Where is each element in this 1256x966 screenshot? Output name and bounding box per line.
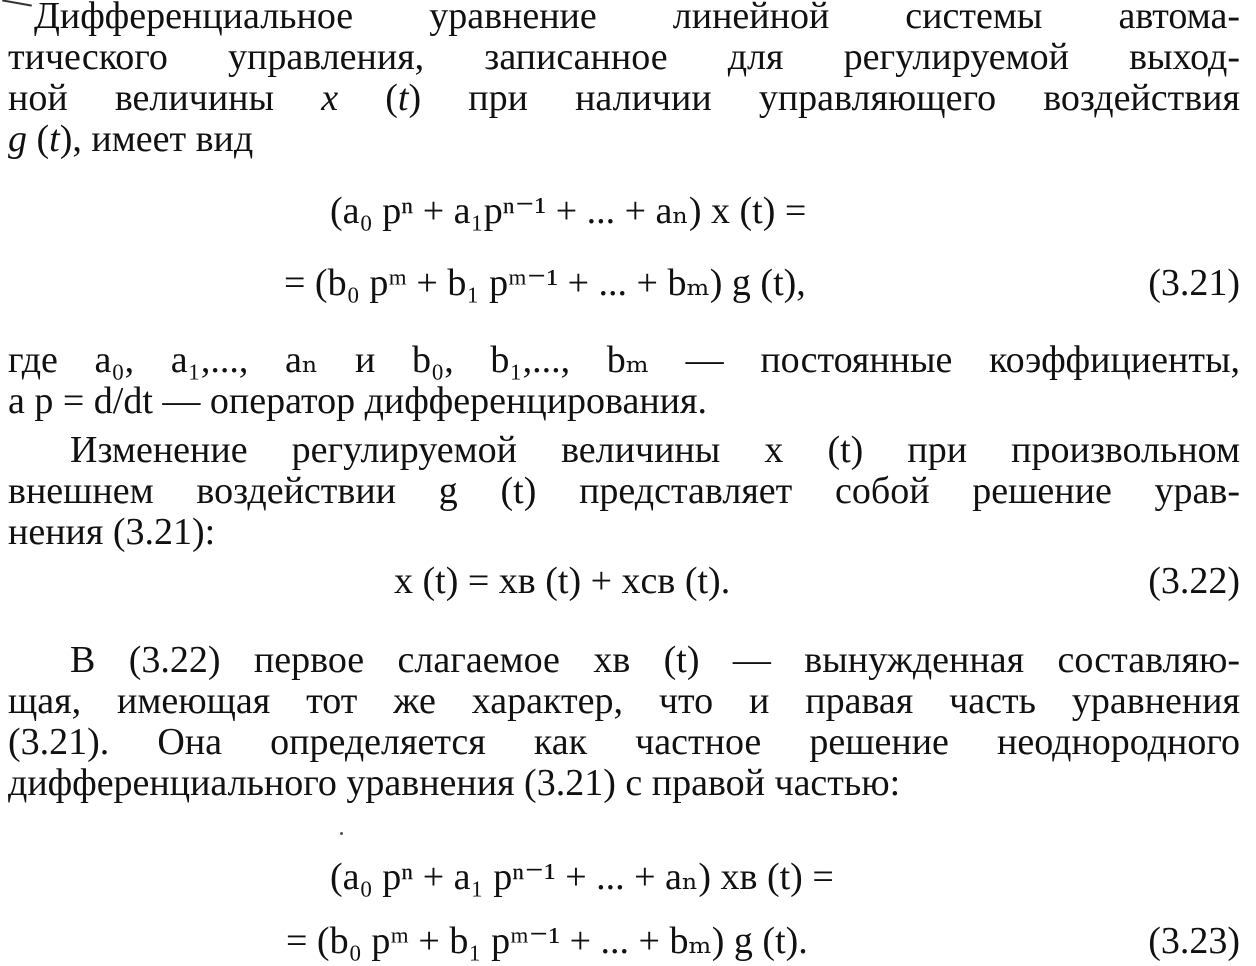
- text-line: g (t), имеет вид: [8, 118, 254, 160]
- text-line: Дифференциальное уравнение линейной системы автома-: [34, 0, 1240, 37]
- equation-number-3-23: (3.23): [1148, 920, 1240, 962]
- scan-speck: [340, 832, 343, 835]
- text-line: нения (3.21):: [8, 511, 216, 553]
- text-line: а p = d/dt — оператор дифференцирования.: [8, 380, 707, 422]
- text-line: ной величины x (t) при наличии управляющего воздействия: [8, 77, 1241, 119]
- equation-3-23-line1: (a₀ pⁿ + a₁ pⁿ⁻¹ + ... + aₙ) xв (t) =: [330, 856, 834, 898]
- text-line: Изменение регулируемой величины x (t) при произвольном: [70, 429, 1240, 471]
- equation-3-23-line2: = (b₀ pᵐ + b₁ pᵐ⁻¹ + ... + bₘ) g (t).: [286, 920, 808, 962]
- equation-number-3-22: (3.22): [1148, 560, 1240, 602]
- paragraph-coefficients: [8, 340, 1240, 422]
- text-line: В (3.22) первое слагаемое xв (t) — вынужденная составляю-: [70, 639, 1240, 681]
- paragraph-forced-component: [8, 640, 1240, 804]
- equation-3-21-line2: = (b₀ pᵐ + b₁ pᵐ⁻¹ + ... + bₘ) g (t),: [284, 262, 806, 304]
- equation-3-21-line1: (a₀ pⁿ + a₁pⁿ⁻¹ + ... + aₙ) x (t) =: [330, 190, 807, 232]
- text-line: щая, имеющая тот же характер, что и правая часть уравнения: [8, 680, 1240, 722]
- paragraph-solution: [8, 430, 1240, 553]
- text-line: тического управления, записанное для регулируемой выход-: [8, 36, 1240, 78]
- text-line: (3.21). Она определяется как частное решение неоднородного: [8, 721, 1240, 763]
- text-line: где a₀, a₁,..., aₙ и b₀, b₁,..., bₘ — постоянные коэффициенты,: [8, 339, 1240, 381]
- equation-number-3-21: (3.21): [1148, 262, 1240, 304]
- paragraph-intro: [8, 0, 1240, 160]
- text-line: дифференциального уравнения (3.21) с правой частью:: [8, 762, 901, 804]
- equation-3-22: x (t) = xв (t) + xсв (t).: [394, 560, 731, 602]
- text-line: внешнем воздействии g (t) представляет собой решение урав-: [8, 470, 1240, 512]
